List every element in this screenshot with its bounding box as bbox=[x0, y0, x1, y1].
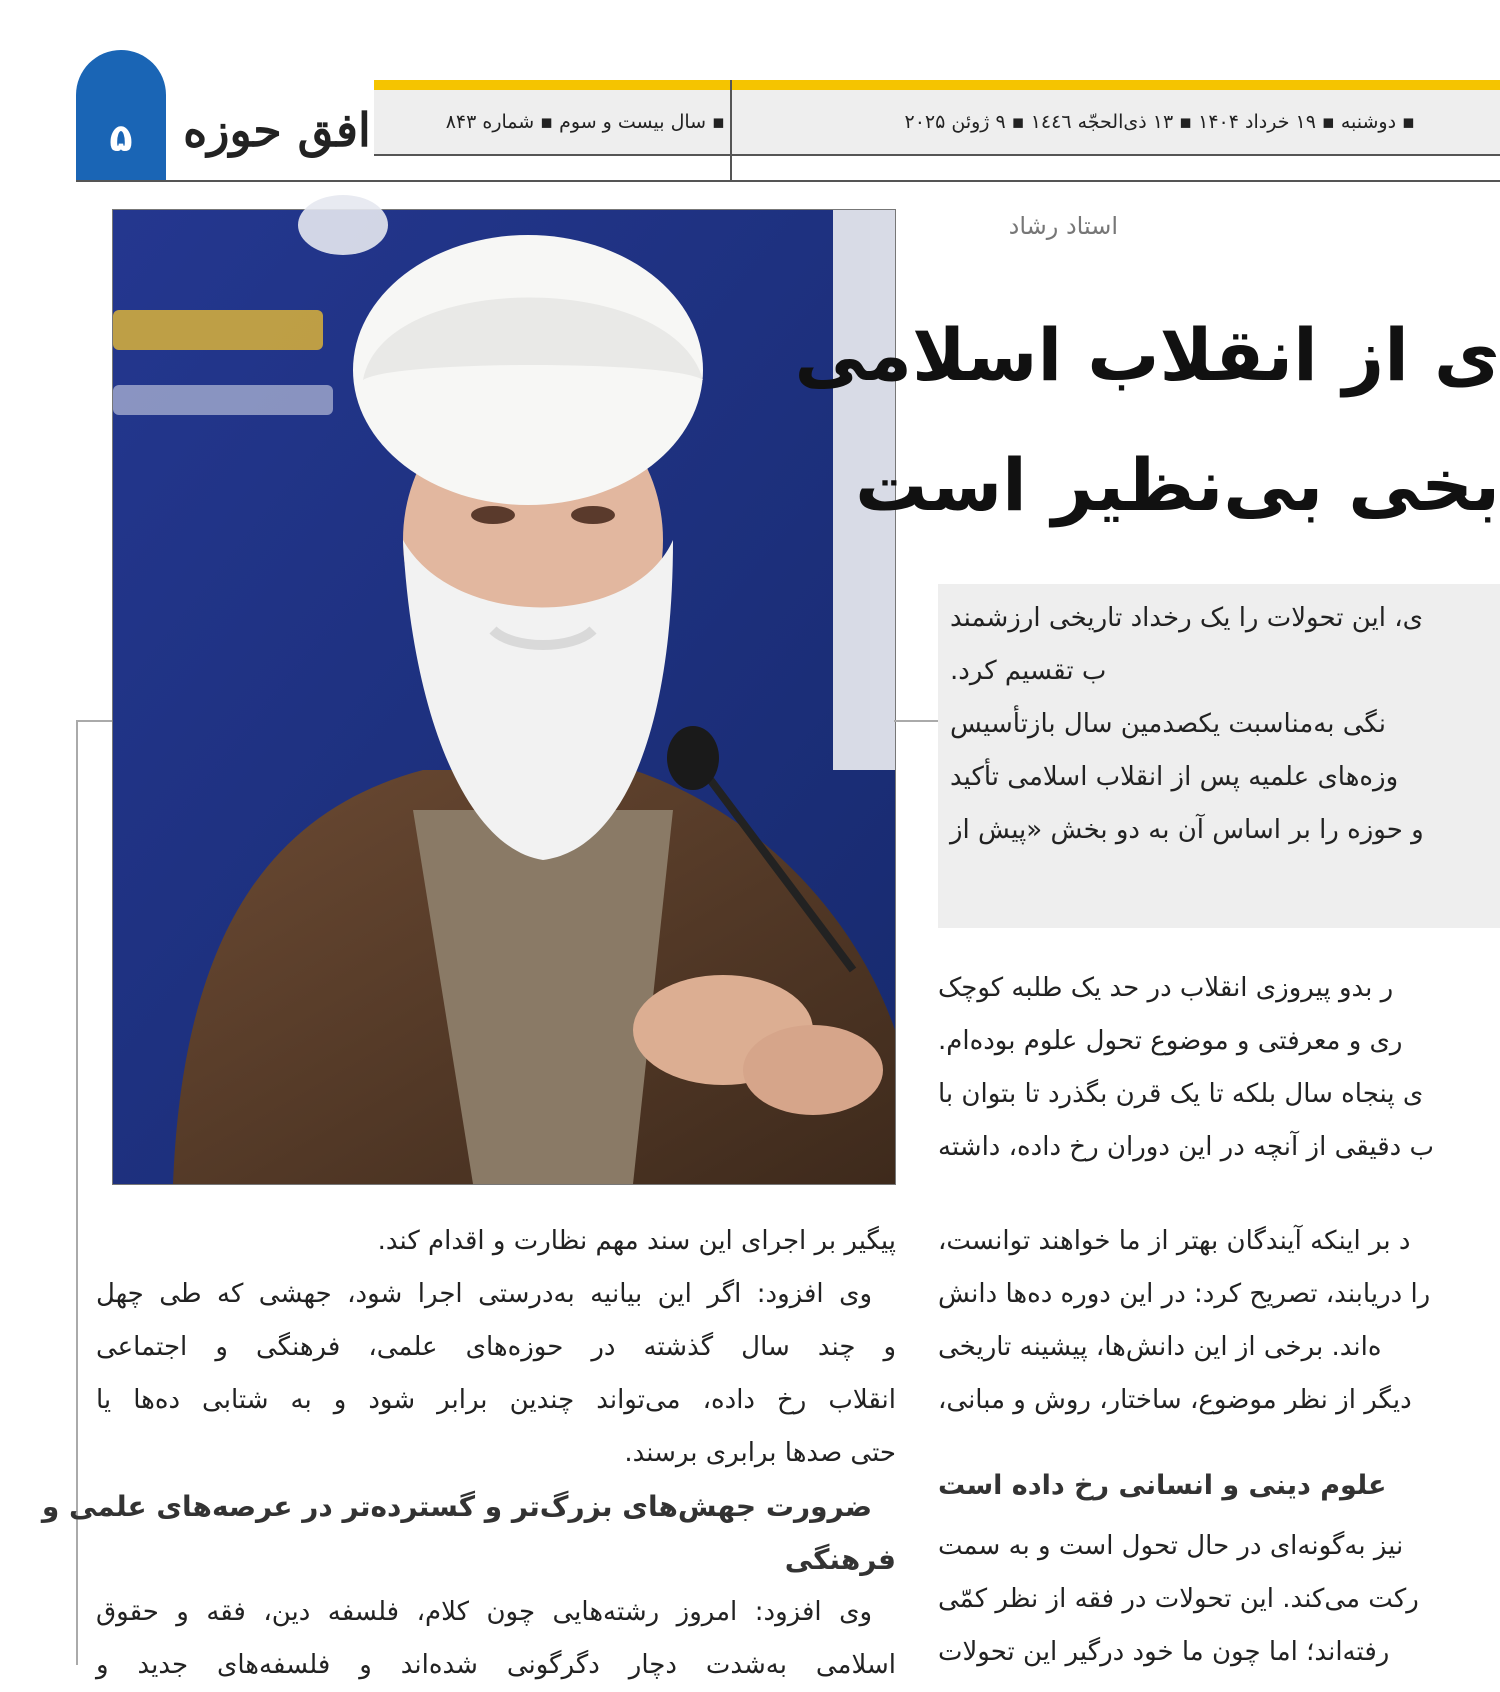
lead-text bbox=[950, 592, 1500, 857]
headline-line: ی از انقلاب اسلامی bbox=[794, 313, 1500, 397]
text-line: دیگر از نظر موضوع، ساختار، روش و مبانی، bbox=[938, 1385, 1412, 1415]
date-info: ▪ دوشنبه ▪ ۱۹ خرداد ۱۴۰۴ ▪ ۱۳ ذی‌الحجّه ۱٤٤٦ ▪ ۹ ژوئن ۲۰۲۵ bbox=[904, 111, 1415, 133]
page-number-badge bbox=[76, 50, 166, 182]
header-accent-rule bbox=[374, 80, 1500, 90]
text-line: ری و معرفتی و موضوع تحول علوم بوده‌ام. bbox=[938, 1026, 1403, 1056]
paragraph bbox=[938, 1215, 1500, 1427]
text-line: وی افزود: امروز رشته‌هایی چون کلام، فلسفه دین، فقه و حقوق bbox=[96, 1597, 872, 1627]
text-line: ب دقیقی از آنچه در این دوران رخ داده، داشته bbox=[938, 1132, 1434, 1162]
text-line: د بر اینکه آیندگان بهتر از ما خواهند توانست، bbox=[938, 1226, 1411, 1256]
lead-line: و حوزه را بر اساس آن به دو بخش «پیش از bbox=[950, 815, 1424, 845]
lead-line: نگی به‌مناسبت یکصدمین سال بازتأسیس bbox=[950, 709, 1386, 739]
lead-line: وزه‌های علمیه پس از انقلاب اسلامی تأکید bbox=[950, 762, 1399, 792]
header-baseline bbox=[76, 180, 1500, 182]
lead-line: ی، این تحولات را یک رخداد تاریخی ارزشمند bbox=[950, 603, 1424, 633]
left-column bbox=[41, 1215, 896, 1692]
text-line: پیگیر بر اجرای این سند مهم نظارت و اقدام کند. bbox=[377, 1226, 896, 1256]
text-line: رکت می‌کند. این تحولات در فقه از نظر کمّی bbox=[938, 1584, 1419, 1614]
text-line: ر بدو پیروزی انقلاب در حد یک طلبه کوچک bbox=[938, 973, 1394, 1003]
text-line: و چند سال گذشته در حوزه‌های علمی، فرهنگی و اجتماعی bbox=[96, 1332, 896, 1362]
headline-line: بخی بی‌نظیر است bbox=[855, 443, 1500, 527]
page-number: ۵ bbox=[109, 116, 133, 160]
header-divider bbox=[730, 80, 732, 180]
frame-rule bbox=[894, 720, 938, 722]
text-line: رفته‌اند؛ اما چون ما خود درگیر این تحولات bbox=[938, 1637, 1390, 1667]
text-line: حتی صدها برابری برسند. bbox=[624, 1438, 896, 1468]
text-line: وی افزود: اگر این بیانیه به‌درستی اجرا شود، جهشی که طی چهل bbox=[96, 1279, 872, 1309]
lead-line: ب تقسیم کرد. bbox=[950, 656, 1107, 686]
text-line: نیز به‌گونه‌ای در حال تحول است و به سمت bbox=[938, 1531, 1404, 1561]
article-photo bbox=[112, 209, 896, 1185]
text-line: را دریابند، تصریح کرد: در این دوره ده‌ها دانش bbox=[938, 1279, 1431, 1309]
text-line: ی پنجاه سال بلکه تا یک قرن بگذرد تا بتوان با bbox=[938, 1079, 1424, 1109]
section-subheading: فرهنگی bbox=[784, 1543, 896, 1576]
section-subheading: علوم دینی و انسانی رخ داده است bbox=[938, 1470, 1387, 1501]
frame-rule bbox=[76, 720, 112, 722]
article-author: استاد رشاد bbox=[1008, 212, 1118, 240]
paragraph bbox=[938, 962, 1500, 1174]
text-line: اسلامی به‌شدت دچار دگرگونی شده‌اند و فلسفه‌های جدید و bbox=[96, 1650, 896, 1680]
paragraph bbox=[938, 1520, 1500, 1679]
text-line: انقلاب رخ داده، می‌تواند چندین برابر شود و به شتابی ده‌ها یا bbox=[96, 1385, 896, 1415]
article-headline bbox=[794, 290, 1500, 550]
section-subheading: ضرورت جهش‌های بزرگ‌تر و گسترده‌تر در عرصه‌های علمی و bbox=[41, 1490, 872, 1523]
issue-info: ▪ سال بیست و سوم ▪ شماره ۸۴۳ bbox=[445, 111, 725, 133]
text-line: ه‌اند. برخی از این دانش‌ها، پیشینه تاریخی bbox=[938, 1332, 1382, 1362]
newspaper-logo: افق حوزه bbox=[183, 103, 371, 157]
